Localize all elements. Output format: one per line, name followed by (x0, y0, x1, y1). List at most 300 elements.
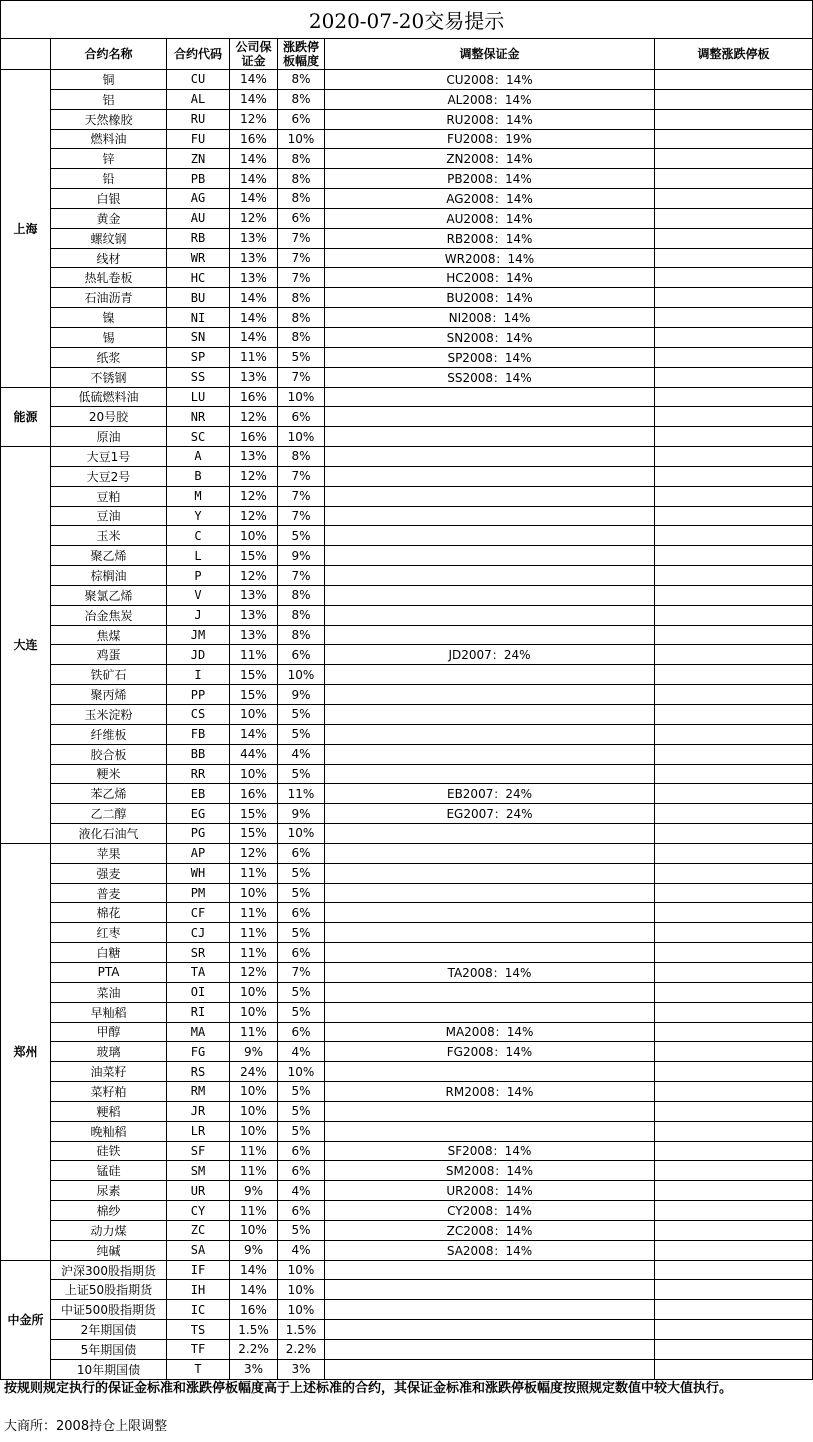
adjusted-limit-cell (655, 863, 813, 883)
table-row (1, 486, 813, 506)
company-margin-cell: 10% (230, 1082, 278, 1102)
adjusted-margin-cell (325, 427, 655, 447)
contract-name-cell: 焦煤 (51, 625, 167, 645)
company-margin-cell: 2.2% (230, 1340, 278, 1360)
adjusted-margin-cell (325, 744, 655, 764)
adjusted-limit-cell (655, 1062, 813, 1082)
price-limit-cell: 8% (278, 447, 325, 467)
adjusted-limit-cell (655, 288, 813, 308)
adjusted-margin-cell: HC2008：14% (325, 268, 655, 288)
price-limit-cell: 11% (278, 784, 325, 804)
price-limit-cell: 9% (278, 546, 325, 566)
table-row (1, 208, 813, 228)
table-row (1, 1181, 813, 1201)
price-limit-cell: 6% (278, 943, 325, 963)
price-limit-cell: 9% (278, 685, 325, 705)
adjusted-margin-cell: EG2007：24% (325, 804, 655, 824)
contract-code-cell: WH (167, 863, 230, 883)
price-limit-cell: 7% (278, 367, 325, 387)
company-margin-cell: 11% (230, 923, 278, 943)
table-row (1, 962, 813, 982)
contract-name-cell: 铅 (51, 169, 167, 189)
table-row (1, 546, 813, 566)
contract-code-cell: RI (167, 1002, 230, 1022)
contract-code-cell: SM (167, 1161, 230, 1181)
adjusted-margin-cell (325, 506, 655, 526)
adjusted-limit-cell (655, 705, 813, 725)
table-row (1, 744, 813, 764)
adjusted-limit-cell (655, 1240, 813, 1260)
contract-code-cell: AL (167, 89, 230, 109)
adjusted-margin-cell (325, 447, 655, 467)
table-row (1, 1002, 813, 1022)
price-limit-cell: 10% (278, 427, 325, 447)
adjusted-margin-cell (325, 685, 655, 705)
company-margin-cell: 15% (230, 546, 278, 566)
adjusted-margin-cell: WR2008：14% (325, 248, 655, 268)
company-margin-cell: 16% (230, 1300, 278, 1320)
contract-name-cell: 玻璃 (51, 1042, 167, 1062)
contract-name-cell: 早籼稻 (51, 1002, 167, 1022)
company-margin-cell: 13% (230, 367, 278, 387)
price-limit-cell: 6% (278, 645, 325, 665)
price-limit-cell: 9% (278, 804, 325, 824)
price-limit-cell: 8% (278, 605, 325, 625)
table-row (1, 705, 813, 725)
contract-name-cell: 白银 (51, 189, 167, 209)
company-margin-cell: 13% (230, 625, 278, 645)
adjusted-limit-cell (655, 645, 813, 665)
contract-code-cell: T (167, 1359, 230, 1379)
contract-code-cell: HC (167, 268, 230, 288)
adjusted-limit-cell (655, 407, 813, 427)
adjusted-margin-cell (325, 982, 655, 1002)
contract-name-cell: 纯碱 (51, 1240, 167, 1260)
adjusted-margin-cell (325, 843, 655, 863)
company-margin-cell: 16% (230, 129, 278, 149)
contract-name-cell: 菜籽粕 (51, 1082, 167, 1102)
adjusted-margin-cell (325, 1359, 655, 1379)
table-row (1, 883, 813, 903)
adjusted-margin-cell (325, 546, 655, 566)
contract-code-cell: CF (167, 903, 230, 923)
company-margin-cell: 12% (230, 962, 278, 982)
adjusted-margin-cell (325, 1121, 655, 1141)
price-limit-cell: 3% (278, 1359, 325, 1379)
table-row (1, 1260, 813, 1280)
company-margin-cell: 14% (230, 169, 278, 189)
table-row (1, 228, 813, 248)
adjusted-margin-cell: RB2008：14% (325, 228, 655, 248)
adjusted-margin-cell: RM2008：14% (325, 1082, 655, 1102)
price-limit-cell: 5% (278, 705, 325, 725)
adjusted-margin-cell: FG2008：14% (325, 1042, 655, 1062)
contract-name-cell: 锰硅 (51, 1161, 167, 1181)
price-limit-cell: 6% (278, 1201, 325, 1221)
price-limit-cell: 7% (278, 486, 325, 506)
adjusted-margin-cell: JD2007：24% (325, 645, 655, 665)
price-limit-cell: 7% (278, 506, 325, 526)
contract-name-cell: 玉米淀粉 (51, 705, 167, 725)
contract-code-cell: FB (167, 724, 230, 744)
table-row (1, 407, 813, 427)
price-limit-cell: 7% (278, 268, 325, 288)
contract-code-cell: OI (167, 982, 230, 1002)
adjusted-margin-cell (325, 387, 655, 407)
price-limit-cell: 6% (278, 1161, 325, 1181)
company-margin-cell: 16% (230, 387, 278, 407)
contract-name-cell: 甲醇 (51, 1022, 167, 1042)
contract-name-cell: 锡 (51, 327, 167, 347)
adjusted-margin-cell: FU2008：19% (325, 129, 655, 149)
exchange-cell: 大连 (1, 447, 51, 844)
adjusted-limit-cell (655, 149, 813, 169)
adjusted-margin-cell (325, 1280, 655, 1300)
adjusted-limit-cell (655, 169, 813, 189)
contract-name-cell: 聚乙烯 (51, 546, 167, 566)
adjusted-limit-cell (655, 89, 813, 109)
company-margin-cell: 13% (230, 447, 278, 467)
adjusted-limit-cell (655, 883, 813, 903)
adjusted-limit-cell (655, 248, 813, 268)
price-limit-cell: 2.2% (278, 1340, 325, 1360)
adjusted-margin-cell (325, 1300, 655, 1320)
contract-code-cell: PM (167, 883, 230, 903)
price-limit-cell: 10% (278, 824, 325, 844)
company-margin-cell: 10% (230, 526, 278, 546)
adjusted-limit-cell (655, 962, 813, 982)
contract-name-cell: 纸浆 (51, 347, 167, 367)
contract-code-cell: SA (167, 1240, 230, 1260)
adjusted-limit-cell (655, 327, 813, 347)
contract-name-cell: 晚籼稻 (51, 1121, 167, 1141)
price-limit-cell: 5% (278, 1002, 325, 1022)
adjusted-limit-cell (655, 804, 813, 824)
price-limit-cell: 6% (278, 1141, 325, 1161)
adjusted-limit-cell (655, 566, 813, 586)
contract-code-cell: UR (167, 1181, 230, 1201)
price-limit-cell: 8% (278, 585, 325, 605)
header-company-margin: 公司保证金 (230, 39, 278, 70)
adjusted-margin-cell (325, 724, 655, 744)
price-limit-cell: 10% (278, 1260, 325, 1280)
company-margin-cell: 15% (230, 665, 278, 685)
contract-code-cell: SF (167, 1141, 230, 1161)
contract-code-cell: PP (167, 685, 230, 705)
table-row (1, 268, 813, 288)
contract-code-cell: JR (167, 1101, 230, 1121)
adjusted-margin-cell (325, 764, 655, 784)
company-margin-cell: 12% (230, 843, 278, 863)
adjusted-margin-cell (325, 625, 655, 645)
company-margin-cell: 44% (230, 744, 278, 764)
price-limit-cell: 8% (278, 70, 325, 90)
adjusted-limit-cell (655, 625, 813, 645)
table-row (1, 764, 813, 784)
company-margin-cell: 11% (230, 943, 278, 963)
table-row (1, 1280, 813, 1300)
contract-code-cell: SS (167, 367, 230, 387)
company-margin-cell: 11% (230, 1161, 278, 1181)
header-price-limit: 涨跌停板幅度 (278, 39, 325, 70)
adjusted-limit-cell (655, 347, 813, 367)
company-margin-cell: 11% (230, 645, 278, 665)
company-margin-cell: 16% (230, 427, 278, 447)
table-row (1, 1320, 813, 1340)
company-margin-cell: 13% (230, 248, 278, 268)
contract-code-cell: IC (167, 1300, 230, 1320)
price-limit-cell: 5% (278, 1101, 325, 1121)
contract-code-cell: A (167, 447, 230, 467)
contract-code-cell: CS (167, 705, 230, 725)
adjusted-margin-cell (325, 407, 655, 427)
price-limit-cell: 8% (278, 327, 325, 347)
adjusted-limit-cell (655, 506, 813, 526)
table-row (1, 665, 813, 685)
contract-name-cell: 铁矿石 (51, 665, 167, 685)
table-row (1, 1240, 813, 1260)
adjusted-limit-cell (655, 526, 813, 546)
table-row (1, 89, 813, 109)
company-margin-cell: 14% (230, 189, 278, 209)
price-limit-cell: 4% (278, 1042, 325, 1062)
table-row (1, 387, 813, 407)
company-margin-cell: 10% (230, 764, 278, 784)
adjusted-margin-cell (325, 1260, 655, 1280)
company-margin-cell: 13% (230, 228, 278, 248)
table-row (1, 1220, 813, 1240)
table-row (1, 625, 813, 645)
adjusted-margin-cell (325, 824, 655, 844)
table-row (1, 109, 813, 129)
adjusted-limit-cell (655, 1181, 813, 1201)
contract-name-cell: 铜 (51, 70, 167, 90)
rule-note: 按规则规定执行的保证金标准和涨跌停板幅度高于上述标准的合约，其保证金标准和涨跌停板幅度按照规定数值中较大值执行。 (4, 1381, 733, 1396)
company-margin-cell: 12% (230, 407, 278, 427)
company-margin-cell: 15% (230, 804, 278, 824)
contract-code-cell: AP (167, 843, 230, 863)
contract-name-cell: 纤维板 (51, 724, 167, 744)
contract-name-cell: 苯乙烯 (51, 784, 167, 804)
contract-name-cell: PTA (51, 962, 167, 982)
adjusted-margin-cell (325, 923, 655, 943)
table-row (1, 685, 813, 705)
company-margin-cell: 14% (230, 70, 278, 90)
adjusted-limit-cell (655, 1101, 813, 1121)
price-limit-cell: 8% (278, 169, 325, 189)
company-margin-cell: 15% (230, 685, 278, 705)
contract-code-cell: ZN (167, 149, 230, 169)
adjusted-limit-cell (655, 903, 813, 923)
company-margin-cell: 13% (230, 268, 278, 288)
contract-code-cell: JM (167, 625, 230, 645)
price-limit-cell: 6% (278, 1022, 325, 1042)
table-row (1, 585, 813, 605)
adjusted-limit-cell (655, 744, 813, 764)
contract-code-cell: BB (167, 744, 230, 764)
price-limit-cell: 5% (278, 982, 325, 1002)
adjusted-limit-cell (655, 1042, 813, 1062)
company-margin-cell: 10% (230, 982, 278, 1002)
price-limit-cell: 5% (278, 724, 325, 744)
company-margin-cell: 12% (230, 109, 278, 129)
contract-code-cell: P (167, 566, 230, 586)
price-limit-cell: 1.5% (278, 1320, 325, 1340)
contract-code-cell: JD (167, 645, 230, 665)
contract-code-cell: LR (167, 1121, 230, 1141)
adjusted-margin-cell: SM2008：14% (325, 1161, 655, 1181)
company-margin-cell: 12% (230, 466, 278, 486)
company-margin-cell: 12% (230, 486, 278, 506)
page-title: 2020-07-20交易提示 (1, 1, 813, 39)
table-row (1, 605, 813, 625)
contract-name-cell: 不锈钢 (51, 367, 167, 387)
company-margin-cell: 11% (230, 863, 278, 883)
company-margin-cell: 11% (230, 1022, 278, 1042)
adjusted-limit-cell (655, 1002, 813, 1022)
price-limit-cell: 8% (278, 149, 325, 169)
table-row (1, 863, 813, 883)
adjusted-margin-cell: RU2008：14% (325, 109, 655, 129)
contract-name-cell: 动力煤 (51, 1220, 167, 1240)
contract-name-cell: 棕榈油 (51, 566, 167, 586)
adjusted-limit-cell (655, 1022, 813, 1042)
table-row (1, 1201, 813, 1221)
adjusted-margin-cell (325, 526, 655, 546)
contract-name-cell: 苹果 (51, 843, 167, 863)
table-row (1, 447, 813, 467)
table-row (1, 784, 813, 804)
price-limit-cell: 7% (278, 566, 325, 586)
adjusted-margin-cell (325, 466, 655, 486)
table-row (1, 1042, 813, 1062)
adjusted-margin-cell: SS2008：14% (325, 367, 655, 387)
table-row (1, 804, 813, 824)
company-margin-cell: 12% (230, 208, 278, 228)
contract-name-cell: 冶金焦炭 (51, 605, 167, 625)
price-limit-cell: 6% (278, 208, 325, 228)
contract-name-cell: 豆粕 (51, 486, 167, 506)
price-limit-cell: 4% (278, 1181, 325, 1201)
table-row (1, 308, 813, 328)
adjusted-margin-cell (325, 705, 655, 725)
adjusted-margin-cell (325, 883, 655, 903)
price-limit-cell: 7% (278, 962, 325, 982)
table-row (1, 982, 813, 1002)
price-limit-cell: 10% (278, 1280, 325, 1300)
contract-code-cell: RU (167, 109, 230, 129)
adjusted-limit-cell (655, 367, 813, 387)
table-row (1, 903, 813, 923)
adjusted-margin-cell (325, 605, 655, 625)
table-row (1, 526, 813, 546)
adjusted-limit-cell (655, 447, 813, 467)
contract-code-cell: PB (167, 169, 230, 189)
contract-name-cell: 铝 (51, 89, 167, 109)
contract-code-cell: NI (167, 308, 230, 328)
contract-name-cell: 20号胶 (51, 407, 167, 427)
company-margin-cell: 14% (230, 327, 278, 347)
price-limit-cell: 4% (278, 1240, 325, 1260)
contract-name-cell: 大豆1号 (51, 447, 167, 467)
table-row (1, 288, 813, 308)
price-limit-cell: 8% (278, 189, 325, 209)
header-exchange (1, 39, 51, 70)
contract-name-cell: 红枣 (51, 923, 167, 943)
contract-name-cell: 2年期国债 (51, 1320, 167, 1340)
contract-code-cell: ZC (167, 1220, 230, 1240)
table-row (1, 724, 813, 744)
contract-name-cell: 黄金 (51, 208, 167, 228)
table-row (1, 70, 813, 90)
company-margin-cell: 14% (230, 288, 278, 308)
adjusted-limit-cell (655, 208, 813, 228)
table-row (1, 566, 813, 586)
table-row (1, 1340, 813, 1360)
price-limit-cell: 10% (278, 129, 325, 149)
adjusted-limit-cell (655, 109, 813, 129)
contract-code-cell: TA (167, 962, 230, 982)
contract-code-cell: FU (167, 129, 230, 149)
adjusted-margin-cell (325, 1002, 655, 1022)
adjusted-limit-cell (655, 1340, 813, 1360)
contract-name-cell: 5年期国债 (51, 1340, 167, 1360)
contract-name-cell: 菜油 (51, 982, 167, 1002)
adjusted-limit-cell (655, 923, 813, 943)
company-margin-cell: 12% (230, 566, 278, 586)
adjusted-limit-cell (655, 1359, 813, 1379)
contract-code-cell: WR (167, 248, 230, 268)
contract-name-cell: 中证500股指期货 (51, 1300, 167, 1320)
contract-name-cell: 低硫燃料油 (51, 387, 167, 407)
table-row (1, 129, 813, 149)
adjusted-limit-cell (655, 1220, 813, 1240)
table-row (1, 189, 813, 209)
adjusted-margin-cell: SA2008：14% (325, 1240, 655, 1260)
company-margin-cell: 24% (230, 1062, 278, 1082)
contract-name-cell: 沪深300股指期货 (51, 1260, 167, 1280)
contract-code-cell: LU (167, 387, 230, 407)
contract-code-cell: AG (167, 189, 230, 209)
adjusted-margin-cell: NI2008：14% (325, 308, 655, 328)
contract-name-cell: 粳米 (51, 764, 167, 784)
adjusted-limit-cell (655, 1260, 813, 1280)
contract-name-cell: 原油 (51, 427, 167, 447)
contract-code-cell: EB (167, 784, 230, 804)
adjusted-margin-cell: MA2008：14% (325, 1022, 655, 1042)
table-row (1, 645, 813, 665)
adjusted-limit-cell (655, 1082, 813, 1102)
adjusted-margin-cell (325, 863, 655, 883)
adjusted-margin-cell: AU2008：14% (325, 208, 655, 228)
contract-name-cell: 大豆2号 (51, 466, 167, 486)
adjusted-limit-cell (655, 228, 813, 248)
company-margin-cell: 10% (230, 883, 278, 903)
contract-code-cell: PG (167, 824, 230, 844)
price-limit-cell: 10% (278, 1300, 325, 1320)
adjusted-limit-cell (655, 1280, 813, 1300)
adjusted-margin-cell: SP2008：14% (325, 347, 655, 367)
company-margin-cell: 10% (230, 705, 278, 725)
contract-code-cell: SN (167, 327, 230, 347)
price-limit-cell: 6% (278, 109, 325, 129)
table-row (1, 1141, 813, 1161)
adjusted-margin-cell (325, 486, 655, 506)
contract-code-cell: RR (167, 764, 230, 784)
table-row (1, 1022, 813, 1042)
contract-name-cell: 棉纱 (51, 1201, 167, 1221)
price-limit-cell: 6% (278, 843, 325, 863)
